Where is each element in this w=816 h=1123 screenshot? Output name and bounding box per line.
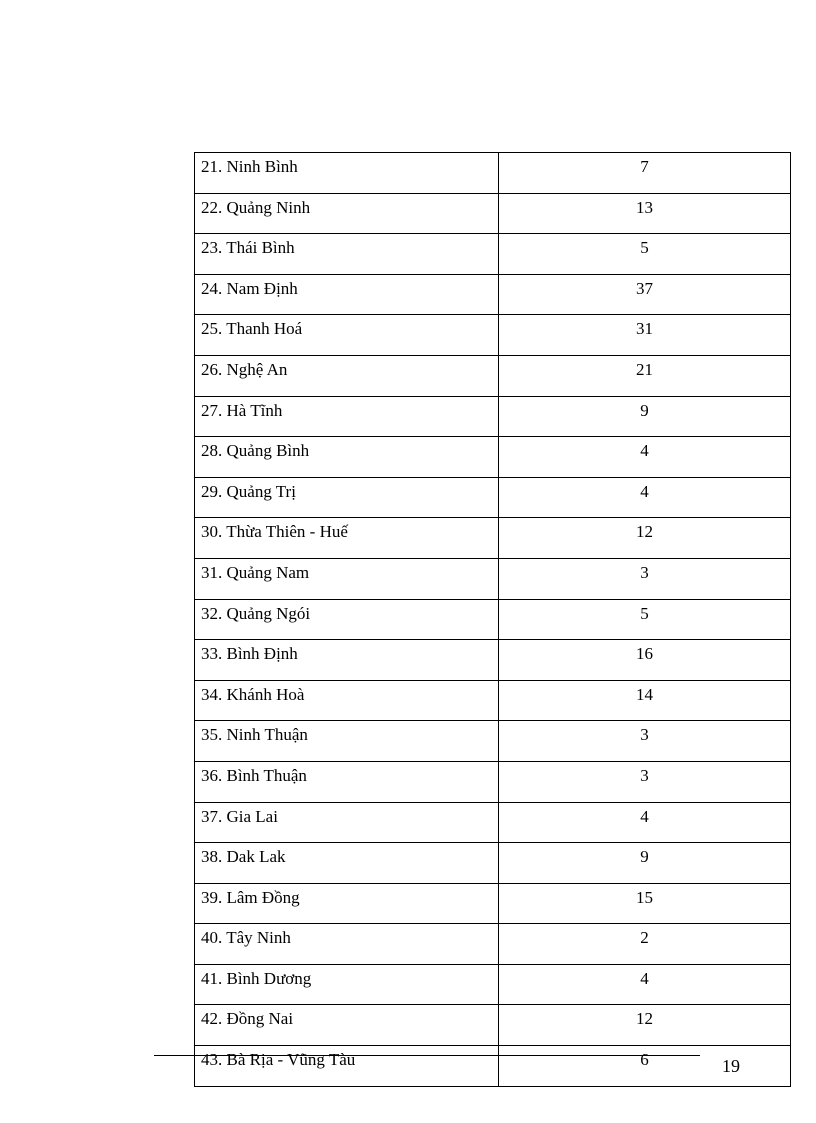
table-row [195, 274, 791, 315]
table-row [195, 315, 791, 356]
count-value-cell: 3 [499, 721, 791, 762]
count-value-cell: 14 [499, 680, 791, 721]
province-name-cell: 28. Quảng Bình [195, 437, 499, 478]
count-value-cell: 4 [499, 477, 791, 518]
table-row [195, 355, 791, 396]
province-name-cell: 41. Bình Dương [195, 964, 499, 1005]
table-row [195, 234, 791, 275]
table-row [195, 437, 791, 478]
province-name-cell: 34. Khánh Hoà [195, 680, 499, 721]
province-name-cell: 40. Tây Ninh [195, 924, 499, 965]
province-name-cell: 25. Thanh Hoá [195, 315, 499, 356]
count-value-cell: 3 [499, 761, 791, 802]
province-name-cell: 21. Ninh Bình [195, 153, 499, 194]
province-name-cell: 22. Quảng Ninh [195, 193, 499, 234]
count-value-cell: 31 [499, 315, 791, 356]
province-count-table [194, 152, 791, 1087]
province-name-cell: 32. Quảng Ngói [195, 599, 499, 640]
table-row [195, 964, 791, 1005]
table-row [195, 477, 791, 518]
table-row [195, 640, 791, 681]
count-value-cell: 7 [499, 153, 791, 194]
count-value-cell: 5 [499, 599, 791, 640]
province-name-cell: 23. Thái Bình [195, 234, 499, 275]
province-name-cell: 26. Nghệ An [195, 355, 499, 396]
table-row [195, 193, 791, 234]
province-name-cell: 31. Quảng Nam [195, 558, 499, 599]
province-name-cell: 29. Quảng Trị [195, 477, 499, 518]
province-name-cell: 35. Ninh Thuận [195, 721, 499, 762]
table-body [195, 153, 791, 1087]
table-row [195, 924, 791, 965]
count-value-cell: 6 [499, 1046, 791, 1087]
province-name-cell: 30. Thừa Thiên - Huế [195, 518, 499, 559]
table-row [195, 558, 791, 599]
count-value-cell: 3 [499, 558, 791, 599]
province-name-cell: 24. Nam Định [195, 274, 499, 315]
count-value-cell: 2 [499, 924, 791, 965]
count-value-cell: 4 [499, 802, 791, 843]
province-name-cell: 43. Bà Rịa - Vũng Tàu [195, 1046, 499, 1087]
table-row [195, 153, 791, 194]
province-name-cell: 39. Lâm Đồng [195, 883, 499, 924]
count-value-cell: 16 [499, 640, 791, 681]
count-value-cell: 4 [499, 437, 791, 478]
table-row [195, 518, 791, 559]
province-name-cell: 36. Bình Thuận [195, 761, 499, 802]
province-name-cell: 37. Gia Lai [195, 802, 499, 843]
page-number: 19 [722, 1056, 740, 1076]
table-row [195, 1005, 791, 1046]
count-value-cell: 15 [499, 883, 791, 924]
count-value-cell: 12 [499, 518, 791, 559]
table-row [195, 396, 791, 437]
count-value-cell: 21 [499, 355, 791, 396]
table-row [195, 883, 791, 924]
table-row [195, 761, 791, 802]
count-value-cell: 13 [499, 193, 791, 234]
province-name-cell: 27. Hà Tĩnh [195, 396, 499, 437]
count-value-cell: 9 [499, 843, 791, 884]
count-value-cell: 5 [499, 234, 791, 275]
province-name-cell: 38. Dak Lak [195, 843, 499, 884]
table-row [195, 599, 791, 640]
province-name-cell: 42. Đồng Nai [195, 1005, 499, 1046]
table-row [195, 843, 791, 884]
count-value-cell: 4 [499, 964, 791, 1005]
count-value-cell: 37 [499, 274, 791, 315]
table-row [195, 1046, 791, 1087]
count-value-cell: 9 [499, 396, 791, 437]
footer-divider [154, 1055, 700, 1056]
table-row [195, 721, 791, 762]
table-row [195, 680, 791, 721]
table-row [195, 802, 791, 843]
province-name-cell: 33. Bình Định [195, 640, 499, 681]
count-value-cell: 12 [499, 1005, 791, 1046]
